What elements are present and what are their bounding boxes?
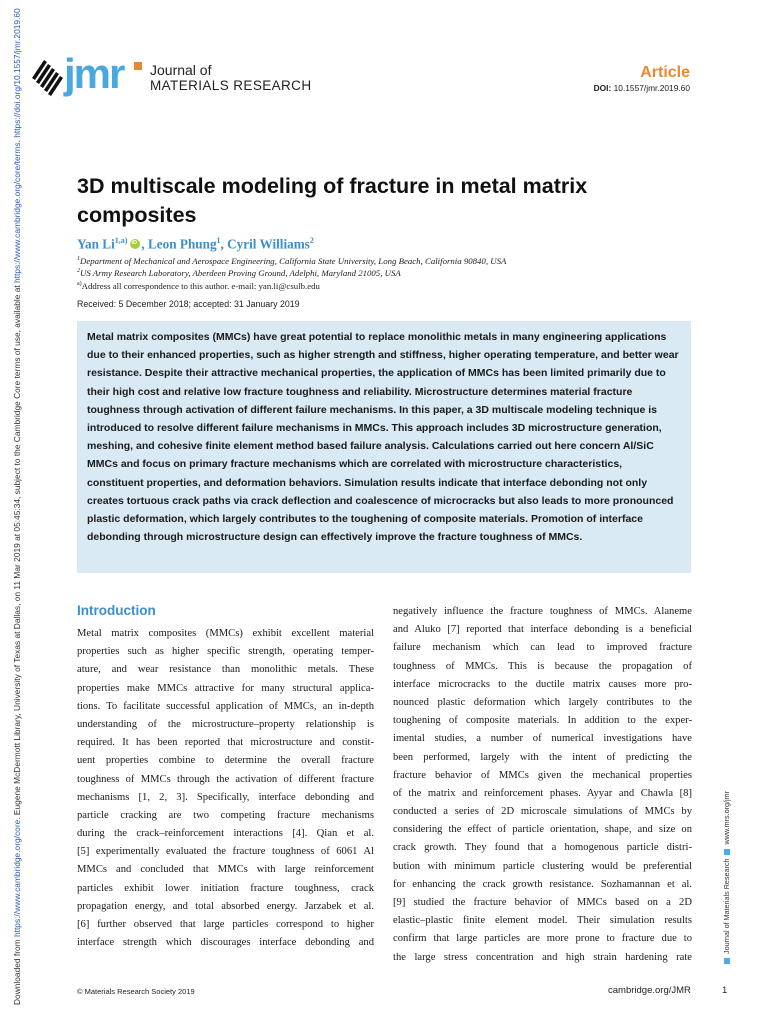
body-line: nounced plastic deformation which largely contributes to the xyxy=(393,696,692,708)
body-line: tions. To facilitate successful application of MMCs, an in-depth xyxy=(77,700,374,712)
cambridge-core-link[interactable]: https://www.cambridge.org/core xyxy=(12,819,22,938)
paper-title: 3D multiscale modeling of fracture in metal matrix composites xyxy=(77,174,588,227)
body-line: required. It has been reported that microstructure and constit- xyxy=(77,737,374,749)
abstract-text: Metal matrix composites (MMCs) have great potential to replace monolithic metals in many engineering applications due to their enhanced properties, such as higher strength and stiffness, higher operating temperature, and better wear resistance. Despite their attractive mechanical properties, the application of MMCs has been limited primarily due to their high cost and relative low fracture toughness and reliability. Microstructure determines material fracture toughness through activation of different failure mechanisms. In this paper, a 3D multiscale modeling technique is introduced to resolve different failure mechanisms in MMCs. This approach includes 3D microstructure generation, meshing, and cohesive finite element method based failure analysis. Calculations carried out here concern Al/SiC MMCs and focus on primary fracture mechanisms which are correlated with microstructure characteristics, constituent properties, and deformation behaviors. Simulation results indicate that interface debonding not only creates tortuous crack paths via crack deflection and coalescence of microcracks but also leads to more pronounced plastic deformation, which largely contributes to the toughening of composite materials. Promotion of interface debonding through microstructure design can effectively improve the fracture toughness of MMCs. xyxy=(87,331,679,544)
body-line: understanding of the microstructure–property relationship is xyxy=(77,718,374,730)
body-column-right xyxy=(393,603,692,967)
received-dates: Received: 5 December 2018; accepted: 31 January 2019 xyxy=(77,299,300,309)
terms-link[interactable]: https://www.cambridge.org/core/terms xyxy=(12,142,22,283)
doi-line xyxy=(594,83,690,93)
author-affil-sup: 1 xyxy=(216,236,221,245)
journal-side-url[interactable]: www.mrs.org/jmr xyxy=(722,791,731,845)
body-line: toughness of MMCs. This is because the propagation of xyxy=(393,660,692,672)
body-line: Metal matrix composites (MMCs) exhibit excellent material xyxy=(77,628,374,639)
body-line: uent properties combine to determine the overall fracture xyxy=(77,755,374,767)
body-line: crack growth. They found that a homogenous particle distri- xyxy=(393,842,692,854)
correspondence-text: Address all correspondence to this author. e-mail: yan.li@csulb.edu xyxy=(81,281,320,291)
body-line: and Aluko [7] reported that interface debonding is a beneficial xyxy=(393,624,692,636)
body-line: of the matrix and reinforcement phases. Ayyar and Chawla [8] xyxy=(393,787,692,799)
body-line: particles exhibit lower initiation fracture toughness, crack xyxy=(77,882,374,894)
correspondence-sup: a) xyxy=(77,281,82,288)
journal-name xyxy=(150,62,311,94)
body-line: ature, and wear resistance than monolithic metals. These xyxy=(77,664,374,676)
body-line: propagation energy, and total absorbed energy. Jarzabek et al. xyxy=(77,900,374,912)
author-list xyxy=(77,236,314,252)
affiliation xyxy=(77,256,506,266)
author-affil-sup: 2 xyxy=(309,236,314,245)
page-number: 1 xyxy=(722,985,728,996)
journal-name-line2: MATERIALS RESEARCH xyxy=(150,78,312,93)
author-name[interactable]: Yan Li xyxy=(77,236,115,252)
affiliation-text: Department of Mechanical and Aerospace Engineering, California State University, Long Beach, California 90840, USA xyxy=(80,256,507,266)
author-name[interactable]: Leon Phung xyxy=(148,236,217,252)
body-line: elastic–plastic finite element model. Their simulation results xyxy=(393,915,692,927)
body-line: interface microcracks to the ductile matrix causes more pro- xyxy=(393,678,692,690)
body-line: [9] studied the fracture behavior of MMCs based on a 2D xyxy=(393,897,692,908)
body-line: interface strength which discourages interface debonding and xyxy=(77,937,374,949)
affiliation-text: US Army Research Laboratory, Aberdeen Proving Ground, Adelphi, Maryland 21005, USA xyxy=(80,268,401,278)
body-line: particle cracking are two competing fracture mechanisms xyxy=(77,809,374,821)
body-line: fracture behavior of MMCs given the mechanical properties xyxy=(393,769,692,781)
doi-value[interactable]: 10.1557/jmr.2019.60 xyxy=(613,83,690,93)
strip-square-marker xyxy=(724,849,730,855)
jmr-logo xyxy=(30,48,150,108)
author-affil-sup: 1,a) xyxy=(114,236,128,245)
orcid-icon[interactable] xyxy=(130,239,140,249)
correspondence-note xyxy=(77,281,320,291)
body-line: bution with minimum particle clustering would be preferential xyxy=(393,860,692,872)
body-line: considering the effect of particle orientation, shape, and size on xyxy=(393,824,692,836)
journal-side-strip xyxy=(720,778,734,978)
body-line: conducted a series of 2D microscale simulations of MMCs by xyxy=(393,806,692,818)
body-line: negatively influence the fracture toughness of MMCs. Alaneme xyxy=(393,606,692,617)
body-line: toughening of composite materials. In addition to the exper- xyxy=(393,715,692,727)
article-type-label: Article xyxy=(640,64,690,81)
author-separator: , xyxy=(141,236,149,252)
author-name[interactable]: Cyril Williams xyxy=(227,236,310,252)
logo-dot xyxy=(134,62,142,70)
body-line: for enhancing the crack growth resistance. Sozhamannan et al. xyxy=(393,878,692,890)
download-middle: . Eugene McDermott Library, University of Texas at Dallas, on 11 Mar 2019 at 05:45:34, subject to the Cambridge Core terms of use, available at xyxy=(12,282,22,820)
doi-link-side[interactable]: https://doi.org/10.1557/jmr.2019.60 xyxy=(12,8,22,138)
logo-wordmark: jmr xyxy=(64,50,124,97)
author-separator: , xyxy=(220,236,228,252)
body-column-left xyxy=(77,625,374,952)
body-line: properties make MMCs attractive for many structural applica- xyxy=(77,682,374,694)
copyright-notice: © Materials Research Society 2019 xyxy=(77,987,195,996)
body-line: failure mechanism which can lead to improved fracture xyxy=(393,642,692,654)
body-line: MMCs and concluded that MMCs with large reinforcement xyxy=(77,864,374,876)
body-line: toughness of MMCs through the activation of different fracture xyxy=(77,773,374,785)
body-line: [5] experimentally evaluated the fracture toughness of 6061 Al xyxy=(77,846,374,858)
body-line: mechanisms [1, 2, 3]. Specifically, interface debonding and xyxy=(77,791,374,803)
body-line: during the crack–reinforcement interactions [4]. Qian et al. xyxy=(77,828,374,840)
section-heading-introduction: Introduction xyxy=(77,603,156,618)
affiliation-sup: 2 xyxy=(77,268,80,275)
download-info-strip xyxy=(2,0,24,1010)
journal-site-link[interactable]: cambridge.org/JMR xyxy=(608,985,691,996)
body-line: been performed, largely with the intent of predicting the xyxy=(393,751,692,763)
body-line: confirm that large particles are more prone to fracture due to xyxy=(393,933,692,945)
strip-square-marker xyxy=(724,958,730,964)
journal-side-name: Journal of Materials Research xyxy=(722,858,731,954)
body-line: [6] further observed that large particles correspond to higher xyxy=(77,919,374,930)
abstract-box xyxy=(77,321,691,573)
journal-name-line1: Journal of xyxy=(150,62,212,78)
download-suffix: . xyxy=(12,137,22,143)
affiliation-sup: 1 xyxy=(77,256,80,263)
doi-label: DOI: xyxy=(593,83,612,93)
affiliation xyxy=(77,268,401,278)
body-line: properties such as higher specific strength, operating temper- xyxy=(77,646,374,658)
body-line: the large stress concentration and high strain hardening rate xyxy=(393,951,692,963)
download-prefix: Downloaded from xyxy=(12,937,22,1005)
diagonal-stripes-icon xyxy=(32,60,63,96)
body-line: imental studies, a number of numerical investigations have xyxy=(393,733,692,745)
